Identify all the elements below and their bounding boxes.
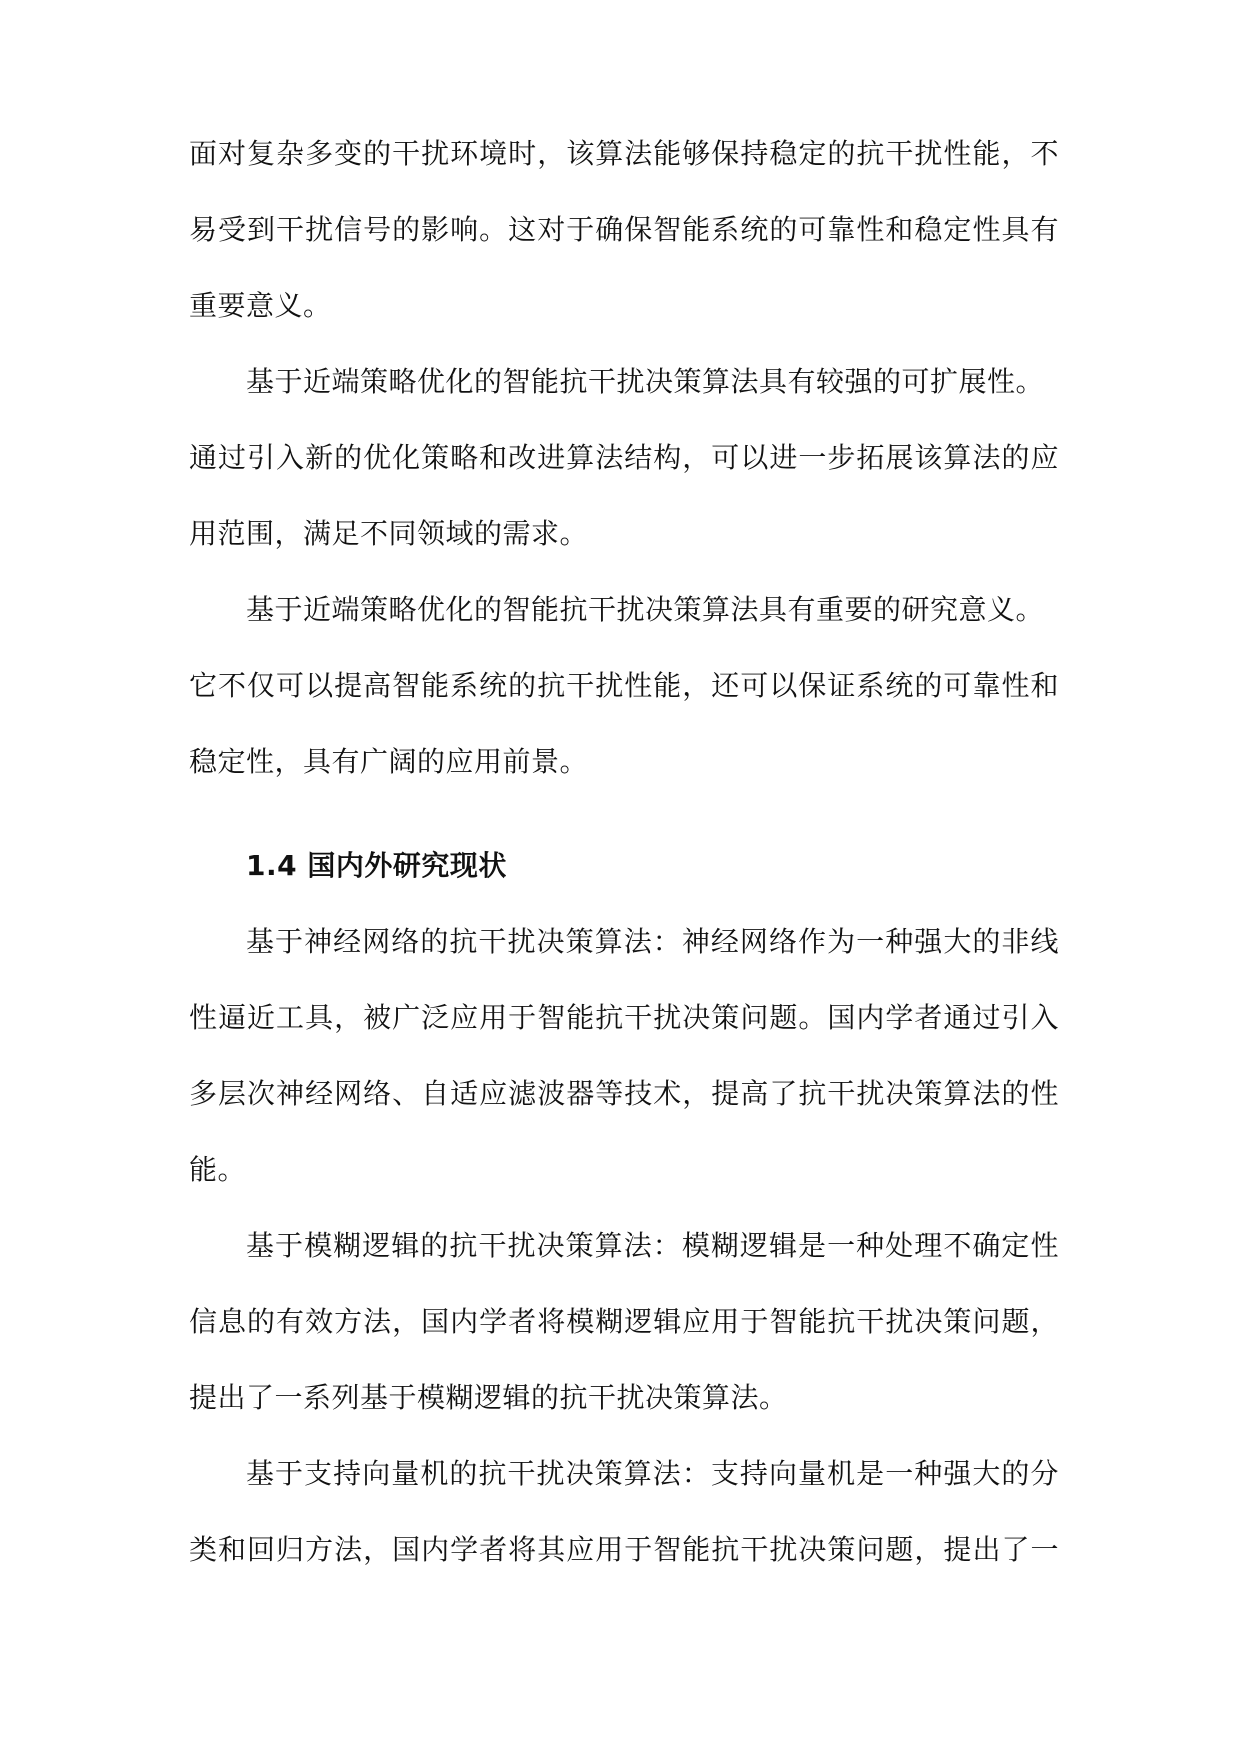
paragraph-line: 提出了一系列基于模糊逻辑的抗干扰决策算法。 <box>189 1381 788 1414</box>
section-heading: 1.4 国内外研究现状 <box>246 849 507 882</box>
paragraph-line: 基于神经网络的抗干扰决策算法：神经网络作为一种强大的非线 <box>246 925 1059 958</box>
paragraph-line: 面对复杂多变的干扰环境时，该算法能够保持稳定的抗干扰性能，不 <box>189 137 1059 170</box>
paragraph-line: 用范围，满足不同领域的需求。 <box>189 517 589 550</box>
paragraph-line: 信息的有效方法，国内学者将模糊逻辑应用于智能抗干扰决策问题， <box>189 1305 1059 1338</box>
paragraph-line: 基于近端策略优化的智能抗干扰决策算法具有较强的可扩展性。 <box>246 365 1045 398</box>
paragraph-line: 基于支持向量机的抗干扰决策算法：支持向量机是一种强大的分 <box>246 1457 1059 1490</box>
paragraph-line: 它不仅可以提高智能系统的抗干扰性能，还可以保证系统的可靠性和 <box>189 669 1059 702</box>
paragraph-line: 性逼近工具，被广泛应用于智能抗干扰决策问题。国内学者通过引入 <box>189 1001 1059 1034</box>
paragraph-line: 能。 <box>189 1153 247 1186</box>
paragraph-line: 类和回归方法，国内学者将其应用于智能抗干扰决策问题，提出了一 <box>189 1533 1059 1566</box>
paragraph-line: 多层次神经网络、自适应滤波器等技术，提高了抗干扰决策算法的性 <box>189 1077 1059 1110</box>
paragraph-line: 重要意义。 <box>189 289 332 322</box>
paragraph-line: 通过引入新的优化策略和改进算法结构，可以进一步拓展该算法的应 <box>189 441 1059 474</box>
paragraph-line: 基于近端策略优化的智能抗干扰决策算法具有重要的研究意义。 <box>246 593 1045 626</box>
paragraph-line: 稳定性，具有广阔的应用前景。 <box>189 745 589 778</box>
paragraph-line: 易受到干扰信号的影响。这对于确保智能系统的可靠性和稳定性具有 <box>189 213 1059 246</box>
paragraph-line: 基于模糊逻辑的抗干扰决策算法：模糊逻辑是一种处理不确定性 <box>246 1229 1059 1262</box>
